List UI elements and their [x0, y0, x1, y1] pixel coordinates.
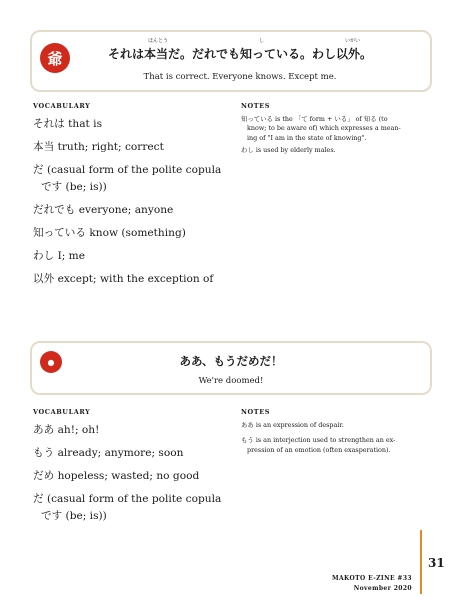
vocabulary-list — [33, 425, 221, 522]
grandpa-character-icon: 爺 — [40, 43, 70, 73]
vocab-item — [33, 494, 221, 522]
vocab-definition: (casual form of the polite copula — [46, 493, 222, 505]
vocab-definition: know (something) — [89, 227, 186, 239]
vocab-definition: that is — [68, 118, 103, 130]
vocab-item — [33, 425, 221, 436]
vocab-item — [33, 165, 221, 193]
note-item — [241, 436, 433, 455]
vocab-item — [33, 274, 221, 285]
note-line: ああ is an expression of despair. — [241, 421, 344, 429]
vocab-item — [33, 471, 221, 482]
note-line: know; to be aware of) which expresses a mean- — [247, 124, 401, 133]
vocab-term: だ — [33, 164, 44, 176]
note-line: わし is used by elderly males. — [241, 145, 336, 154]
vocab-item — [33, 142, 221, 153]
vocab-term: それは — [33, 118, 65, 130]
english-translation: That is correct. Everyone knows. Except me. — [143, 72, 337, 82]
vocab-item — [33, 119, 221, 130]
vocabulary-heading: VOCABULARY — [33, 408, 91, 416]
vocab-definition: truth; right; correct — [57, 141, 164, 153]
notes-block — [241, 115, 433, 158]
vocab-term: 以外 — [33, 273, 55, 285]
vocab-definition: except; with the exception of — [57, 273, 214, 285]
vocab-term: だ — [33, 493, 44, 505]
note-line: ing of "I am in the state of knowing". — [247, 133, 367, 142]
english-translation: We're doomed! — [198, 376, 264, 386]
furigana-igai: いがい — [345, 38, 361, 44]
vocab-item — [33, 205, 221, 216]
note-line: もう is an interjection used to strengthen an ex- — [241, 436, 396, 445]
note-line: pression of an emotion (often exasperation). — [247, 445, 391, 454]
vocab-definition: everyone; anyone — [78, 204, 174, 216]
notes-block — [241, 421, 433, 458]
vocab-definition: already; anymore; soon — [57, 447, 184, 459]
issue-date: November 2020 — [353, 585, 412, 592]
sentence-card-2 — [30, 341, 432, 395]
note-item — [241, 146, 433, 155]
vocab-item — [33, 228, 221, 239]
vocab-definition: (casual form of the polite copula — [46, 164, 222, 176]
vocab-item — [33, 251, 221, 262]
vocab-definition-cont: です (be; is)) — [41, 181, 107, 193]
vocab-item — [33, 448, 221, 459]
vocab-term: ああ — [33, 424, 55, 436]
vocab-term: だれでも — [33, 204, 76, 216]
vocab-term: わし — [33, 250, 55, 262]
vocab-definition: ah!; oh! — [57, 424, 100, 436]
notes-heading: NOTES — [241, 408, 271, 416]
page-number: 31 — [428, 556, 445, 570]
note-item — [241, 115, 433, 143]
character-icon: ● — [40, 351, 62, 373]
note-item — [241, 421, 433, 430]
vocabulary-heading: VOCABULARY — [33, 102, 91, 110]
japanese-sentence: それは本当だ。だれでも知っている。わし以外。 — [107, 47, 372, 61]
vocab-term: もう — [33, 447, 55, 459]
vocab-definition-cont: です (be; is)) — [41, 510, 107, 522]
notes-heading: NOTES — [241, 102, 271, 110]
vocabulary-list — [33, 119, 221, 285]
page-accent-rule — [420, 530, 422, 594]
magazine-title: MAKOTO E-ZINE #33 — [331, 575, 412, 582]
japanese-sentence: ああ、もうだめだ！ — [179, 354, 283, 368]
vocab-term: 知っている — [33, 227, 86, 239]
vocab-definition: hopeless; wasted; no good — [57, 470, 200, 482]
vocab-definition: I; me — [57, 250, 85, 262]
furigana-hontou: ほんとう — [148, 38, 169, 44]
furigana-shi: し — [259, 38, 265, 44]
sentence-card-1 — [30, 30, 432, 92]
vocab-term: だめ — [33, 470, 55, 482]
note-line: 知っている is the 「て form + いる」 of 知る (to — [241, 115, 388, 123]
vocab-term: 本当 — [33, 141, 55, 153]
